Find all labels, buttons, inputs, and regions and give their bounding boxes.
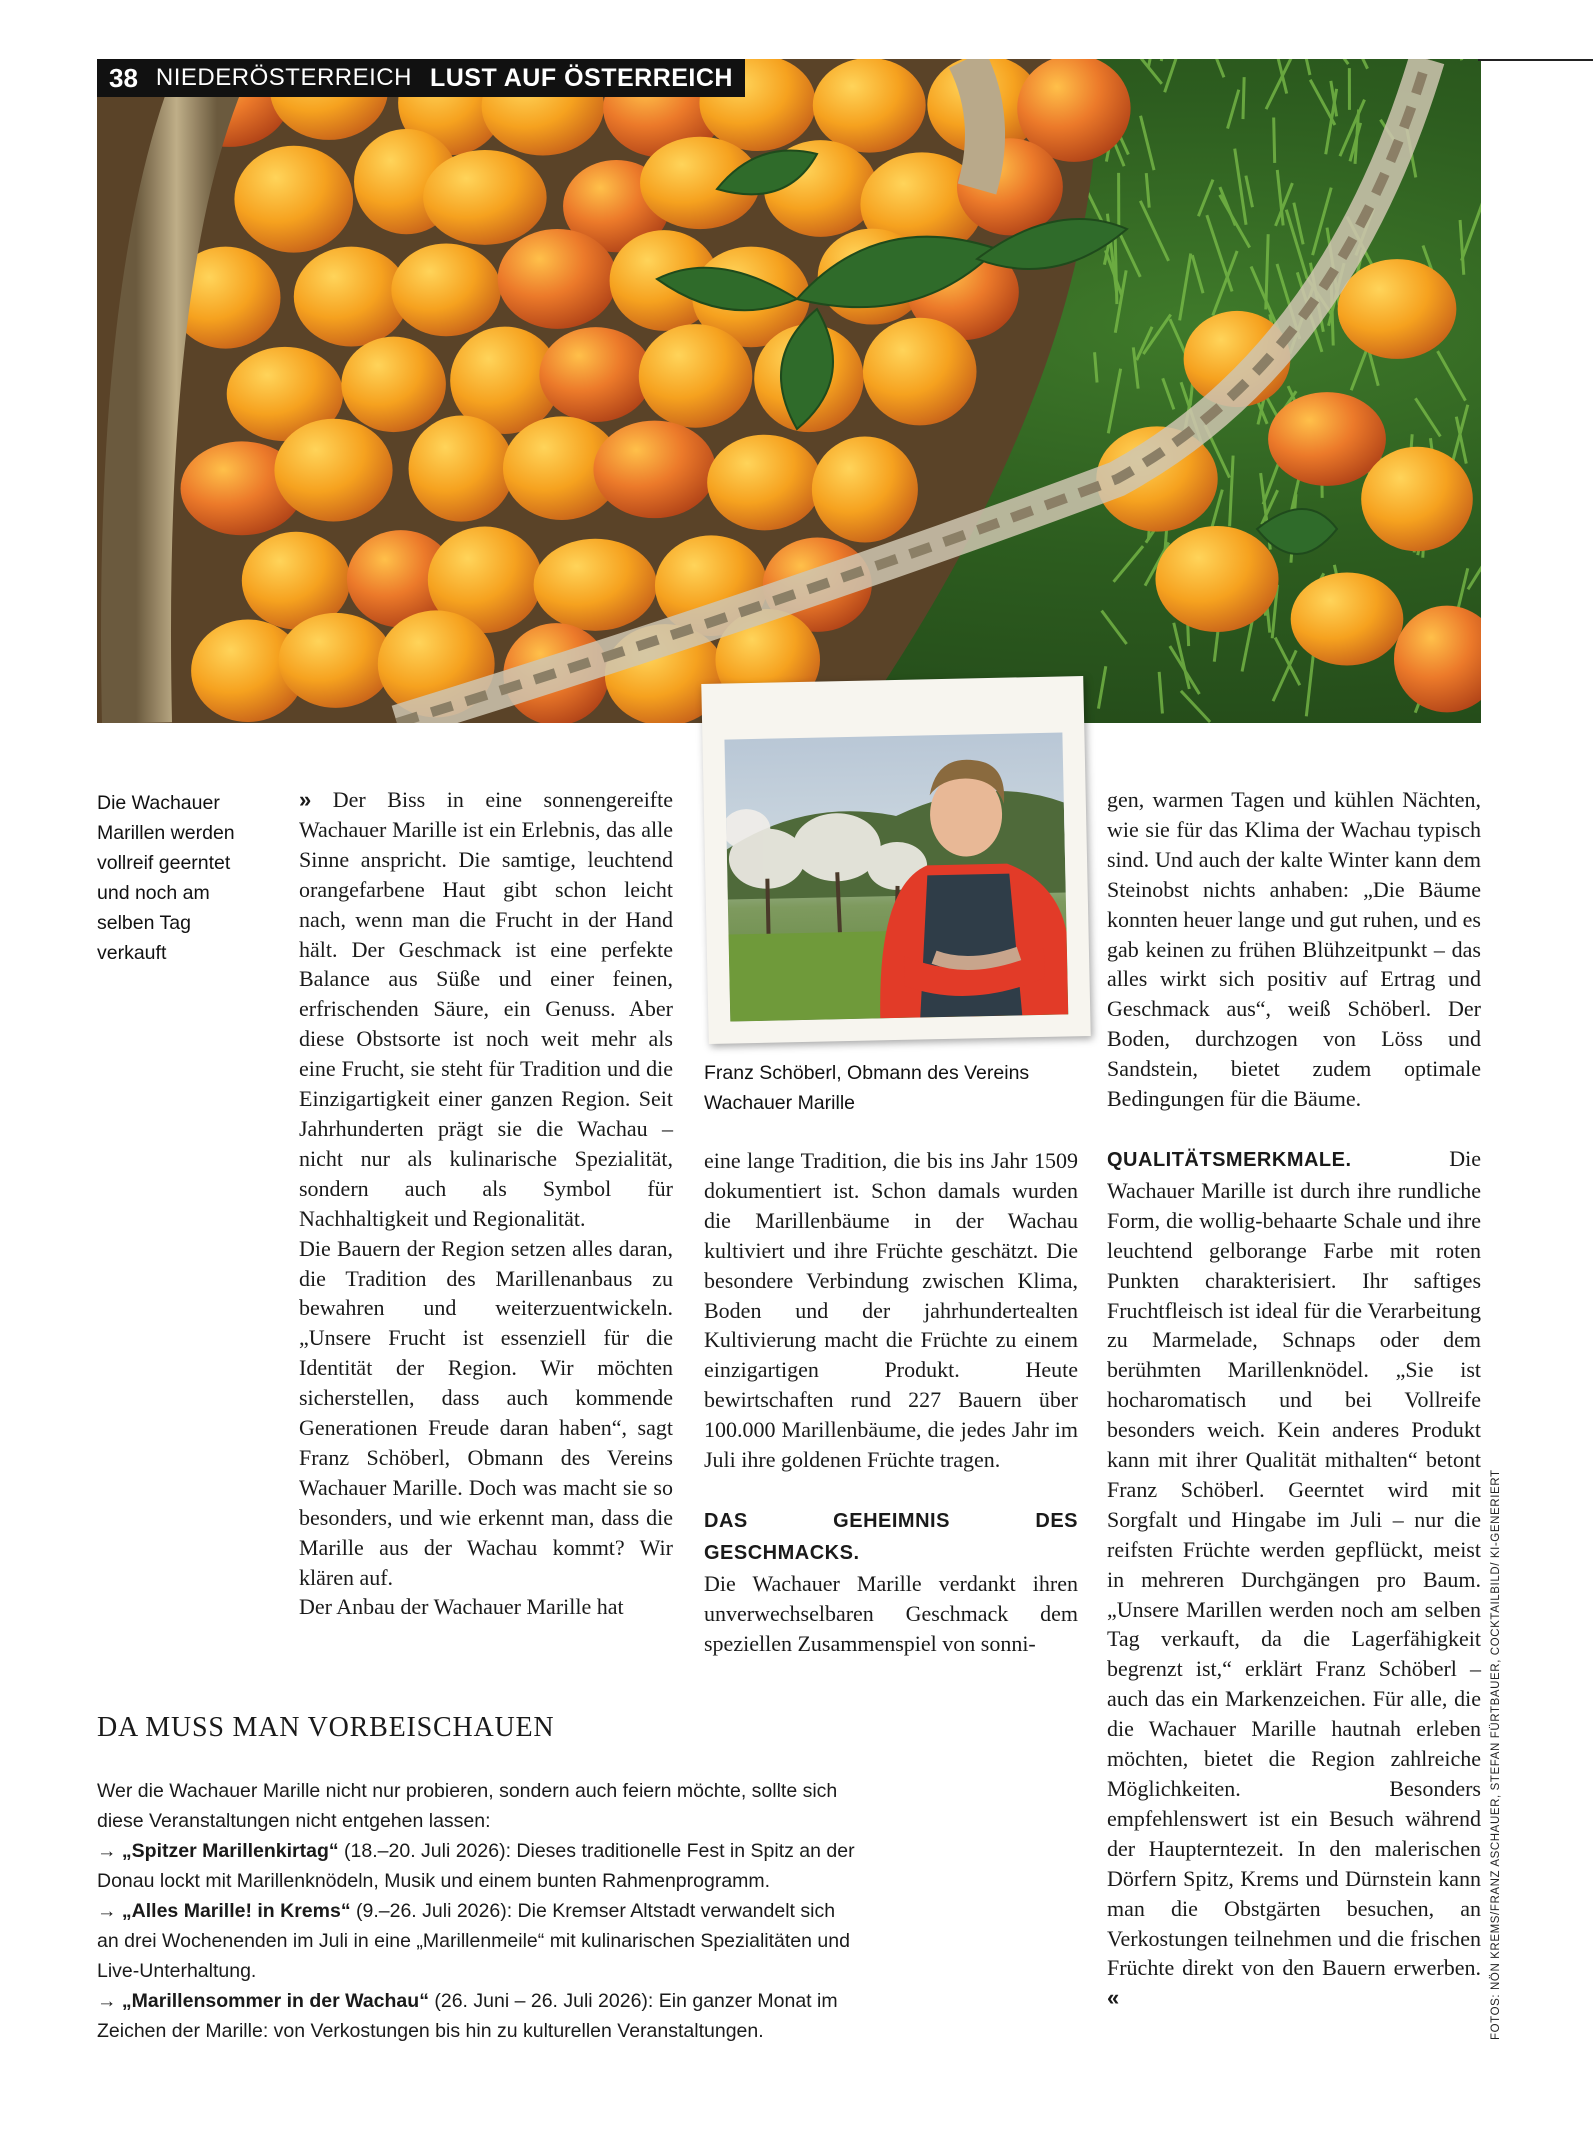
article-start-mark: » [299,787,312,812]
article-text: Die Wachauer Marille verdankt ihren unverwechselbaren Geschmack dem speziellen Zusammenspiel von sonni- [704,1570,1078,1656]
grass-blade [1438,351,1466,400]
events-intro: Wer die Wachauer Marille nicht nur probieren, sondern auch feiern möchte, sollte sich diese Veranstaltungen nicht entgehen lassen: [97,1780,838,1832]
grass-blade [1299,59,1310,75]
article-text: Die Wachauer Marille ist durch ihre rundliche Form, die wollig-behaarte Schale und ihre leuchtend gelborange Farbe mit roten Punkten charakterisiert. Ihr saftiges Fruchtfleisch ist ideal für die Verarbeitung zu Marmelade, Schnaps oder dem berühmten Marillenknödel. „Sie ist hocharomatisch und bei Vollreife besonders weich. Kein anderes Produkt kann mit ihrer Qualität mithalten“ betont Franz Schöberl. Geerntet wird mit Sorgfalt und Hingabe im Juli – nur die reifsten Früchte werden gepflückt, meist in mehreren Durchgängen pro Baum. „Unsere Marillen werden noch am selben Tag verkauft, da die Lagerfähigkeit begrenzt ist,“ erklärt Franz Schöberl – auch das ein Markenzeichen. Für alle, die die Wachauer Marille hautnah erleben möchten, bietet die Region zahlreiche Möglichkeiten. Besonders empfehlenswert ist ein Besuch während der Haupterntezeit. In den malerischen Dörfern Spitz, Krems und Dürnstein kann man die Obstgärten besuchen, an Verkostungen teilnehmen und die frischen Früchte direkt von den Bauern erwerben. [1107,1145,1481,1981]
apricot [1268,392,1386,486]
grass-blade [1213,251,1237,316]
apricot [274,419,392,522]
apricot [234,146,353,253]
grass-blade [1451,59,1462,60]
grass-blade [1108,369,1120,434]
grass-blade [1462,197,1481,260]
apricot [423,150,546,245]
grass-blade [1266,234,1268,309]
apricot [409,416,514,522]
header-section: LUST AUF ÖSTERREICH [429,63,733,92]
events-box-text [97,1776,857,2046]
event-name: „Spitzer Marillenkirtag“ [121,1840,339,1862]
grass-blade [1207,215,1232,291]
article-paragraph: gen, warmen Tagen und kühlen Nächten, wie sie für das Klima der Wachau typisch sind. Und auch der kalte Winter kann dem Steinobst nichts anhaben: „Die Bäume konnten heuer lange und gut ruhen, und es gab keinen zu frühen Blühzeitpunkt – das alles wirkt sich positiv auf Ertrag und Geschmack aus“, weiß Schöberl. Der Boden, durchzogen von Löss und Sandstein, bietet zudem optimale Bedingungen für die Bäume. [1107,787,1481,1112]
article-text: Der Biss in eine sonnengereifte Wachauer Marille ist ein Erlebnis, das alle Sinne anspricht. Die samtige, leuchtend orangefarbene Haut gibt schon leicht nach, wenn man die Frucht in der Hand hält. Der Geschmack ist eine perfekte Balance aus Süße und einer feinen, erfrischenden Säure, ein Genuss. Aber diese Obstsorte ist noch weit mehr als eine Frucht, sie steht für Tradition und die Einzigartigkeit einer ganzen Region. Seit Jahrhunderten prägt sie die Wachau – nicht nur als kulinarische Spezialität, sondern auch als Symbol für Nachhaltigkeit und Regionalität. [299,787,674,1231]
article-paragraph [704,1505,1078,1659]
apricot [341,337,446,432]
event-name: „Alles Marille! in Krems“ [121,1900,351,1922]
apricot [279,613,393,708]
article-paragraph: Der Anbau der Wachauer Marille hat [299,1594,624,1620]
hero-illustration [97,59,1481,723]
apricot [639,324,753,428]
grass-blade [1095,352,1097,382]
apricot [812,437,918,543]
apricot [391,244,501,337]
portrait-photo-franz-schoeberl [724,732,1068,1021]
event-details: (9.–26. Juli 2026): Die Kremser Altstadt verwandelt sich an drei Wochenenden im Juli in eine „Marillenmeile“ mit kulinarischen Spezialitäten und Live-Unterhaltung. [97,1900,850,1982]
grass-blade [1326,89,1337,154]
grass-blade [1228,90,1239,129]
article-paragraph: eine lange Tradition, die bis ins Jahr 1509 dokumentiert ist. Schon damals wurden die Marillenbäume in der Wachau kultiviert und ihre Früchte geschätzt. Die besondere Verbindung zwischen Klima, Boden und der jahrhundertealten Kultivierung macht die Früchte zu einem einzigartigen Produkt. Heute bewirtschaften rund 227 Bauern über 100.000 Marillenbäume, die jedes Jahr im Juli ihre goldenen Früchte tragen. [704,1148,1078,1473]
hero-photo-apricots-basket [97,59,1481,723]
grass-blade [1192,255,1203,293]
events-box-title: DA MUSS MAN VORBEISCHAUEN [97,1712,555,1743]
article-column-3 [1107,785,1481,2013]
event-details: (18.–20. Juli 2026): Dieses traditionelle Fest in Spitz an der Donau lockt mit Marillenknödeln, Musik und einem bunten Rahmenprogramm. [97,1840,855,1892]
page-number: 38 [109,62,138,93]
grass-blade [1165,59,1191,92]
grass-blade [1141,116,1154,170]
apricot [593,421,715,519]
apricot [863,318,977,426]
apricot [534,539,657,631]
article-paragraph: Die Bauern der Region setzen alles daran, die Tradition des Marillenanbaus zu bewahren und weiterzuentwickeln. „Unsere Frucht ist essenziell für die Identität der Region. Wir möchten sicherstellen, dass auch kommende Generationen Freude daran haben“, sagt Franz Schöberl, Obmann des Vereins Wachauer Marille. Doch was macht sie so besonders, und wie erkennt man, dass die Marille aus der Wachau kommt? Wir klären auf. [299,1235,673,1590]
grass-blade [1235,149,1246,225]
grass-blade [1161,59,1181,61]
event-name: „Marillensommer in der Wachau“ [121,1990,429,2012]
apricot [1394,606,1481,713]
apricot [539,327,652,422]
arrow-icon: → [97,1990,117,2012]
apricot [1361,447,1473,552]
grass-blade [1230,456,1234,527]
article-paragraph [299,785,673,1234]
apricot [707,435,821,531]
article-paragraph [1107,1144,1481,2013]
subhead-geheimnis: DAS GEHEIMNIS DES GESCHMACKS. [704,1509,1078,1564]
grass-blade [1146,173,1149,208]
grass-blade [1274,118,1275,163]
grass-blade [1140,201,1168,261]
grass-blade [1180,253,1191,320]
portrait-illustration [724,732,1068,1021]
apricot [813,59,926,153]
subhead-qualitaetsmerkmale: QUALITÄTSMERKMALE. [1107,1148,1352,1171]
apricot [294,247,409,347]
article-column-1 [299,785,673,1622]
grass-blade [1220,187,1235,225]
grass-blade [1460,220,1464,275]
photo-credit: FOTOS: NÖN KREMS/FRANZ ASCHAUER, STEFAN FÜRTBAUER, COCKTAILBILD/ KI-GENERIERT [1490,1469,1502,2040]
article-column-2 [704,1146,1078,1659]
article-end-mark: « [1107,1985,1120,2011]
arrow-icon: → [97,1840,117,1862]
grass-blade [1163,378,1174,409]
apricot [1338,259,1457,359]
portrait-caption: Franz Schöberl, Obmann des Vereins Wachauer Marille [704,1062,1030,1114]
hero-caption: Die Wachauer Marillen werden vollreif geerntet und noch am selben Tag verkauft [97,792,235,964]
header-region: NIEDERÖSTERREICH [155,64,412,91]
grass-blade [1133,347,1138,388]
grass-blade [1198,180,1213,217]
grass-blade [1159,672,1162,714]
grass-blade [1114,546,1143,582]
grass-blade [1415,398,1440,436]
grass-blade [1098,666,1105,708]
apricot [498,229,617,329]
event-item [97,1986,857,2046]
event-details: (26. Juni – 26. Juli 2026): Ein ganzer Monat im Zeichen der Marille: von Verkostungen bis hin zu kulturellen Veranstaltungen. [97,1990,838,2042]
top-rule [1478,59,1593,61]
grass-blade [1243,77,1244,119]
event-item [97,1896,857,1986]
event-item [97,1836,857,1896]
page-header [97,59,745,97]
grass-blade [1275,638,1300,686]
apricot [1291,572,1404,665]
portrait-photo-frame [701,676,1090,1044]
grass-blade [1319,59,1348,64]
grass-blade [1181,691,1210,722]
grass-blade [1468,548,1481,589]
grass-blade [1246,176,1253,208]
arrow-icon: → [97,1900,117,1922]
grass-blade [1102,611,1127,644]
apricot [1155,526,1278,632]
grass-blade [1198,59,1224,77]
